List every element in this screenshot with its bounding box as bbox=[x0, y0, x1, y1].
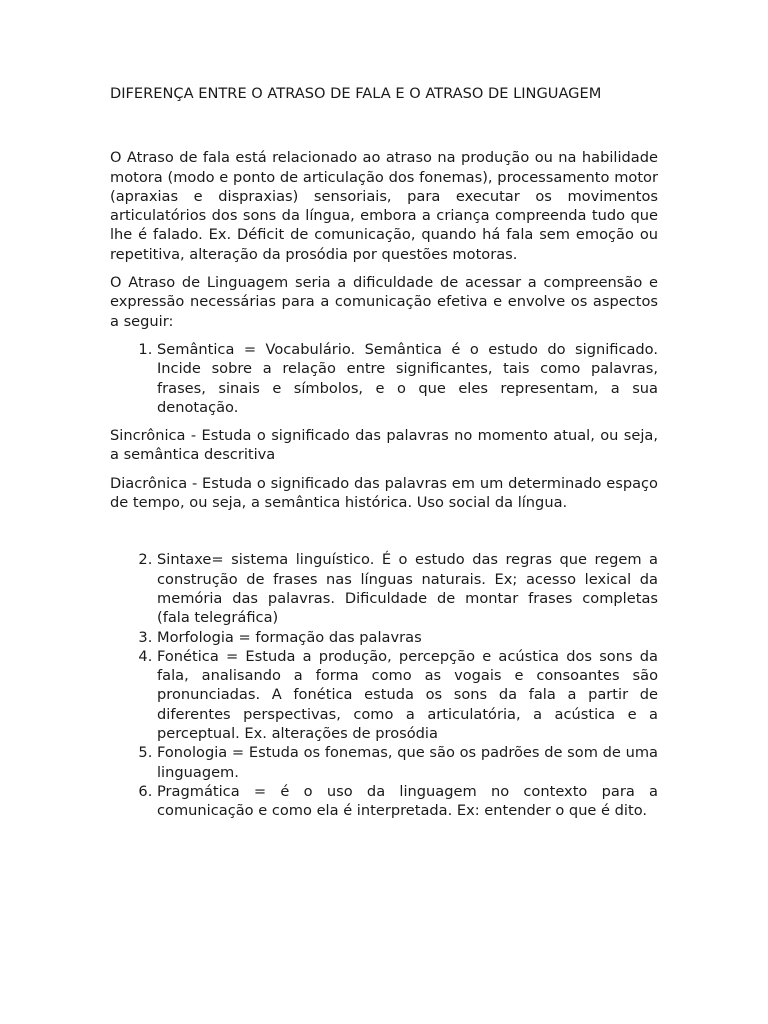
list-item-fonologia: 5. Fonologia = Estuda os fonemas, que são os padrões de som de uma linguagem. bbox=[157, 743, 658, 782]
list-item-semantica: 1. Semântica = Vocabulário. Semântica é o estudo do significado. Incide sobre a relação entre significantes, tais como palavras, frases, sinais e símbolos, e o que eles representam, a sua denotação. bbox=[157, 340, 658, 417]
aspects-list-part-2 bbox=[110, 550, 658, 820]
list-item-morfologia: 3. Morfologia = formação das palavras bbox=[157, 628, 658, 647]
list-item-pragmatica: 6. Pragmática = é o uso da linguagem no contexto para a comunicação e como ela é interpretada. Ex: entender o que é dito. bbox=[157, 782, 658, 821]
document-title: DIFERENÇA ENTRE O ATRASO DE FALA E O ATRASO DE LINGUAGEM bbox=[110, 85, 602, 102]
paragraph-language-delay: O Atraso de Linguagem seria a dificuldade de acessar a compreensão e expressão necessárias para a comunicação efetiva e envolve os aspectos a seguir: bbox=[110, 274, 658, 330]
blank-line bbox=[110, 521, 658, 550]
paragraph-sincronica: Sincrônica - Estuda o significado das palavras no momento atual, ou seja, a semântica descritiva bbox=[110, 427, 658, 464]
paragraph-diacronica: Diacrônica - Estuda o significado das palavras em um determinado espaço de tempo, ou seja, a semântica histórica. Uso social da língua. bbox=[110, 474, 658, 512]
list-item-fonetica: 4. Fonética = Estuda a produção, percepção e acústica dos sons da fala, analisando a forma como as vogais e consoantes são pronunciadas. A fonética estuda os sons da fala a partir de diferentes perspectivas, como a articulatória, a acústica e a perceptual. Ex. alterações de prosódia bbox=[157, 647, 658, 743]
list-item-sintaxe: 2. Sintaxe= sistema linguístico. É o estudo das regras que regem a construção de frases nas línguas naturais. Ex; acesso lexical da memória das palavras. Dificuldade de montar frases completas (fala telegráfica) bbox=[157, 550, 658, 627]
paragraph-speech-delay: O Atraso de fala está relacionado ao atraso na produção ou na habilidade motora (modo e ponto de articulação dos fonemas), processamento motor (apraxias e dispraxias) sensoriais, para executar os movimentos articulatórios dos sons da língua, embora a criança compreenda tudo que lhe é falado. Ex. Déficit de comunicação, quando há fala sem emoção ou repetitiva, alteração da prosódia por questões motoras. bbox=[110, 149, 658, 263]
document-page bbox=[110, 84, 658, 821]
aspects-list-part-1 bbox=[110, 340, 658, 417]
